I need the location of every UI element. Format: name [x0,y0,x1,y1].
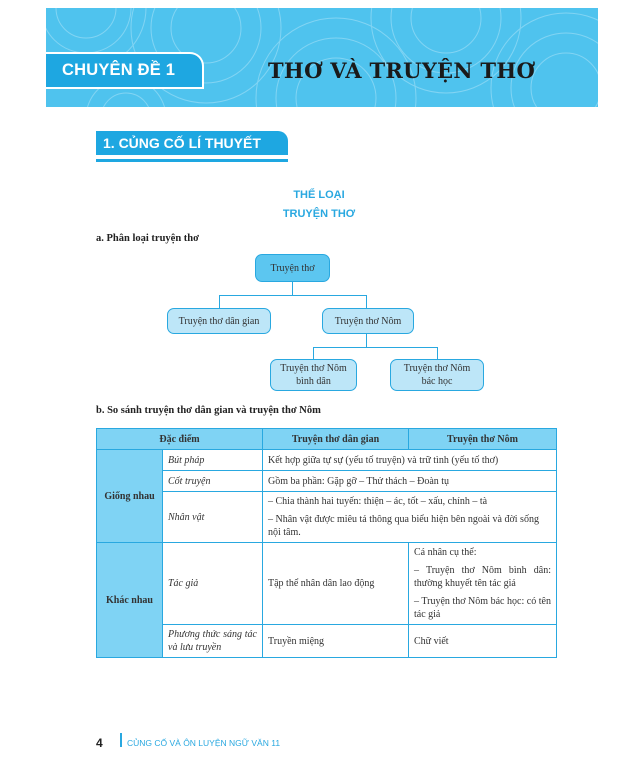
table-row [97,625,557,658]
row-label: Tác giả [163,543,263,625]
book-title: CỦNG CỐ VÀ ÔN LUYỆN NGỮ VĂN 11 [127,738,281,748]
row-value-line: – Chia thành hai tuyến: thiện – ác, tốt – xấu, chính – tà [268,496,488,507]
tree-connector [313,347,314,359]
section-heading-box [96,131,288,155]
tree-node-root-label: Truyện thơ [270,262,315,274]
part-a-heading: a. Phân loại truyện thơ [96,233,199,244]
row-value-line: Cá nhân cụ thể: [414,547,477,558]
section-heading: 1. CỦNG CỐ LÍ THUYẾT [103,135,261,151]
tree-connector [366,295,367,308]
row-value-folk: Truyền miệng [263,625,409,658]
tree-node-nom-label: Truyện thơ Nôm [334,315,402,327]
genre-line-1: THỂ LOẠI [293,189,345,201]
row-label: Phương thức sáng tác và lưu truyền [163,625,263,658]
tree-connector [292,281,293,295]
table-header-row [97,429,557,450]
section-underline [96,159,288,162]
chapter-title: THƠ VÀ TRUYỆN THƠ [268,58,536,83]
group-different: Khác nhau [97,543,163,658]
genre-line-2: TRUYỆN THƠ [282,208,356,220]
row-value: Kết hợp giữa tự sự (yếu tố truyện) và trữ tình (yếu tố thơ) [263,450,557,471]
row-value-line: – Truyện thơ Nôm bình dân: thường khuyết tên tác giả [414,565,551,589]
footer-divider [120,733,122,747]
tree-node-root [255,254,330,282]
tree-node-label-line: Truyện thơ Nôm [403,363,471,374]
page-number: 4 [96,736,103,750]
tree-connector [219,295,220,308]
tree-connector [437,347,438,359]
row-value-nom: Chữ viết [409,625,557,658]
row-value-folk: Tập thể nhân dân lao động [263,543,409,625]
tree-node-label-line: bình dân [296,376,331,387]
header-nom: Truyện thơ Nôm [409,429,557,450]
tree-connector [313,347,438,348]
chapter-label: CHUYÊN ĐỀ 1 [62,61,176,79]
row-value: Gồm ba phần: Gặp gỡ – Thử thách – Đoàn tụ [263,471,557,492]
tree-node-nom-binh-dan [270,359,357,391]
row-label: Nhân vật [163,492,263,543]
chapter-label-tab [46,52,204,89]
table-row [97,543,557,625]
row-value [263,492,557,543]
row-value-line: – Nhân vật được miêu tả thông qua biểu hiện bên ngoài và đời sống nội tâm. [268,514,539,538]
chapter-banner [46,8,598,107]
table-row [97,492,557,543]
row-value-nom [409,543,557,625]
tree-connector [366,334,367,347]
tree-node-folk [167,308,271,334]
row-label: Cốt truyện [163,471,263,492]
header-feature: Đặc điểm [97,429,263,450]
header-folk: Truyện thơ dân gian [263,429,409,450]
tree-node-nom-bac-hoc [390,359,484,391]
part-b-heading: b. So sánh truyện thơ dân gian và truyện thơ Nôm [96,405,321,416]
table-row [97,450,557,471]
comparison-table [96,428,557,658]
tree-node-folk-label: Truyện thơ dân gian [178,315,260,327]
tree-node-label-line: bác học [421,376,453,387]
tree-node-nom [322,308,414,334]
tree-node-label-line: Truyện thơ Nôm [280,363,347,374]
group-similar: Giống nhau [97,450,163,543]
row-label: Bút pháp [163,450,263,471]
row-value-line: – Truyện thơ Nôm bác học: có tên tác giả [414,596,551,620]
tree-connector [219,295,367,296]
table-row [97,471,557,492]
